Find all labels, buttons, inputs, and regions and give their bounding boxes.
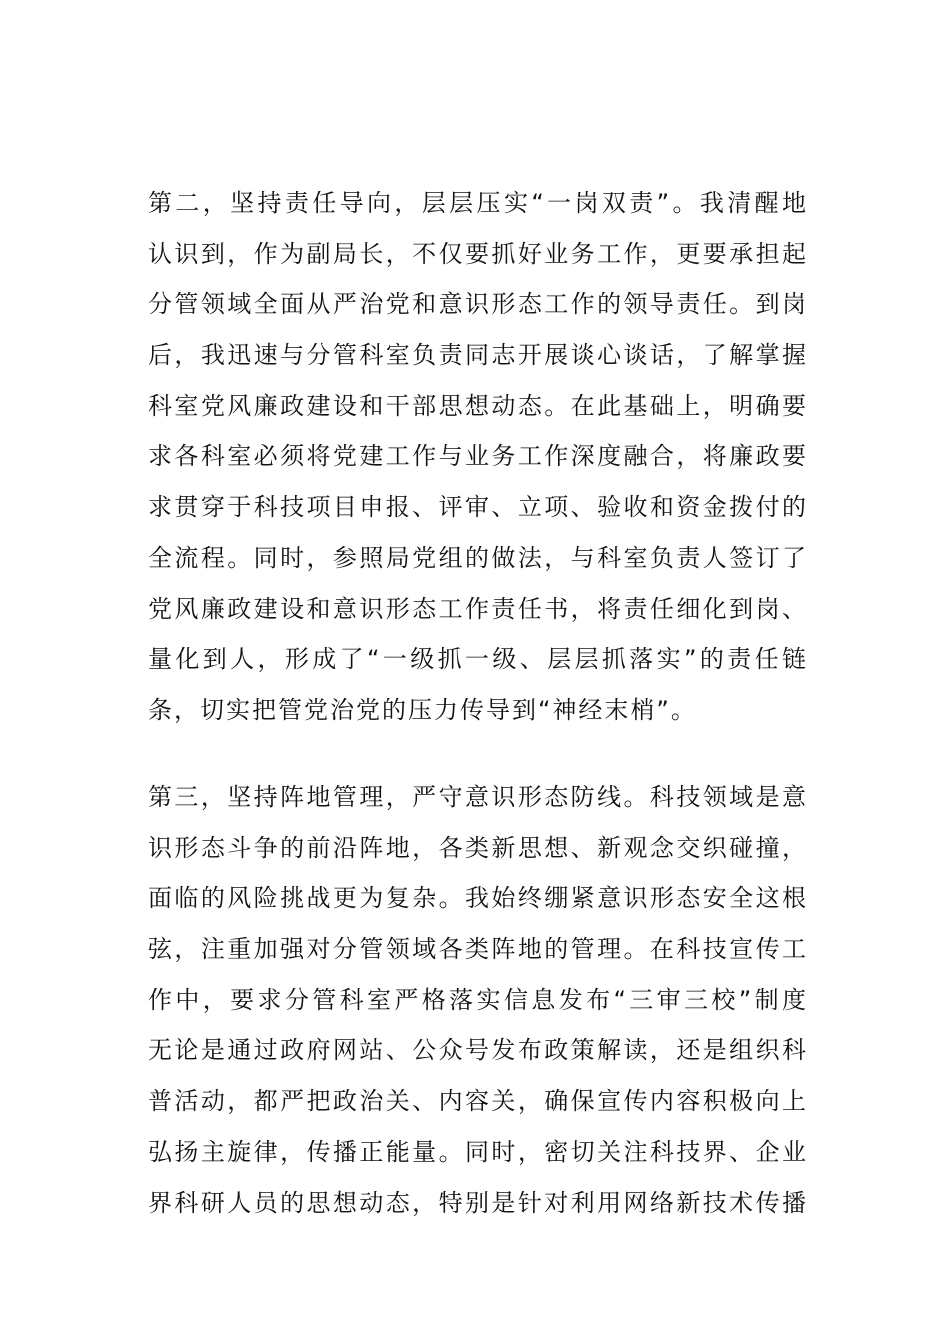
text-line: 作中，要求分管科室严格落实信息发布“三审三校”制度 bbox=[148, 985, 806, 1014]
text-line: 第三，坚持阵地管理，严守意识形态防线。科技领域是意 bbox=[148, 783, 806, 811]
text-line: 界科研人员的思想动态，特别是针对利用网络新技术传播 bbox=[148, 1188, 806, 1217]
text-line: 弦，注重加强对分管领域各类阵地的管理。在科技宣传工 bbox=[148, 935, 806, 964]
text-line: 第二，坚持责任导向，层层压实“一岗双责”。我清醒地 bbox=[148, 189, 806, 217]
paragraph-third-point bbox=[148, 772, 806, 1228]
text-line: 党风廉政建设和意识形态工作责任书，将责任细化到岗、 bbox=[148, 594, 806, 623]
text-line: 识形态斗争的前沿阵地，各类新思想、新观念交织碰撞， bbox=[148, 833, 806, 862]
text-line: 面临的风险挑战更为复杂。我始终绷紧意识形态安全这根 bbox=[148, 884, 806, 913]
text-line: 普活动，都严把政治关、内容关，确保宣传内容积极向上 bbox=[148, 1087, 806, 1116]
text-line: 条，切实把管党治党的压力传导到“神经末梢”。 bbox=[148, 695, 697, 724]
paragraph-second-point bbox=[148, 178, 806, 736]
text-line: 全流程。同时，参照局党组的做法，与科室负责人签订了 bbox=[148, 543, 806, 572]
text-line: 后，我迅速与分管科室负责同志开展谈心谈话，了解掌握 bbox=[148, 341, 806, 370]
text-line: 分管领域全面从严治党和意识形态工作的领导责任。到岗 bbox=[148, 290, 806, 319]
text-line: 科室党风廉政建设和干部思想动态。在此基础上，明确要 bbox=[148, 391, 806, 420]
text-line: 求各科室必须将党建工作与业务工作深度融合，将廉政要 bbox=[148, 442, 806, 471]
text-line: 认识到，作为副局长，不仅要抓好业务工作，更要承担起 bbox=[148, 239, 806, 268]
text-line: 量化到人，形成了“一级抓一级、层层抓落实”的责任链 bbox=[148, 645, 806, 674]
text-line: 求贯穿于科技项目申报、评审、立项、验收和资金拨付的 bbox=[148, 493, 806, 522]
text-line: 弘扬主旋律，传播正能量。同时，密切关注科技界、企业 bbox=[148, 1137, 806, 1166]
text-line: 无论是通过政府网站、公众号发布政策解读，还是组织科 bbox=[148, 1036, 806, 1065]
